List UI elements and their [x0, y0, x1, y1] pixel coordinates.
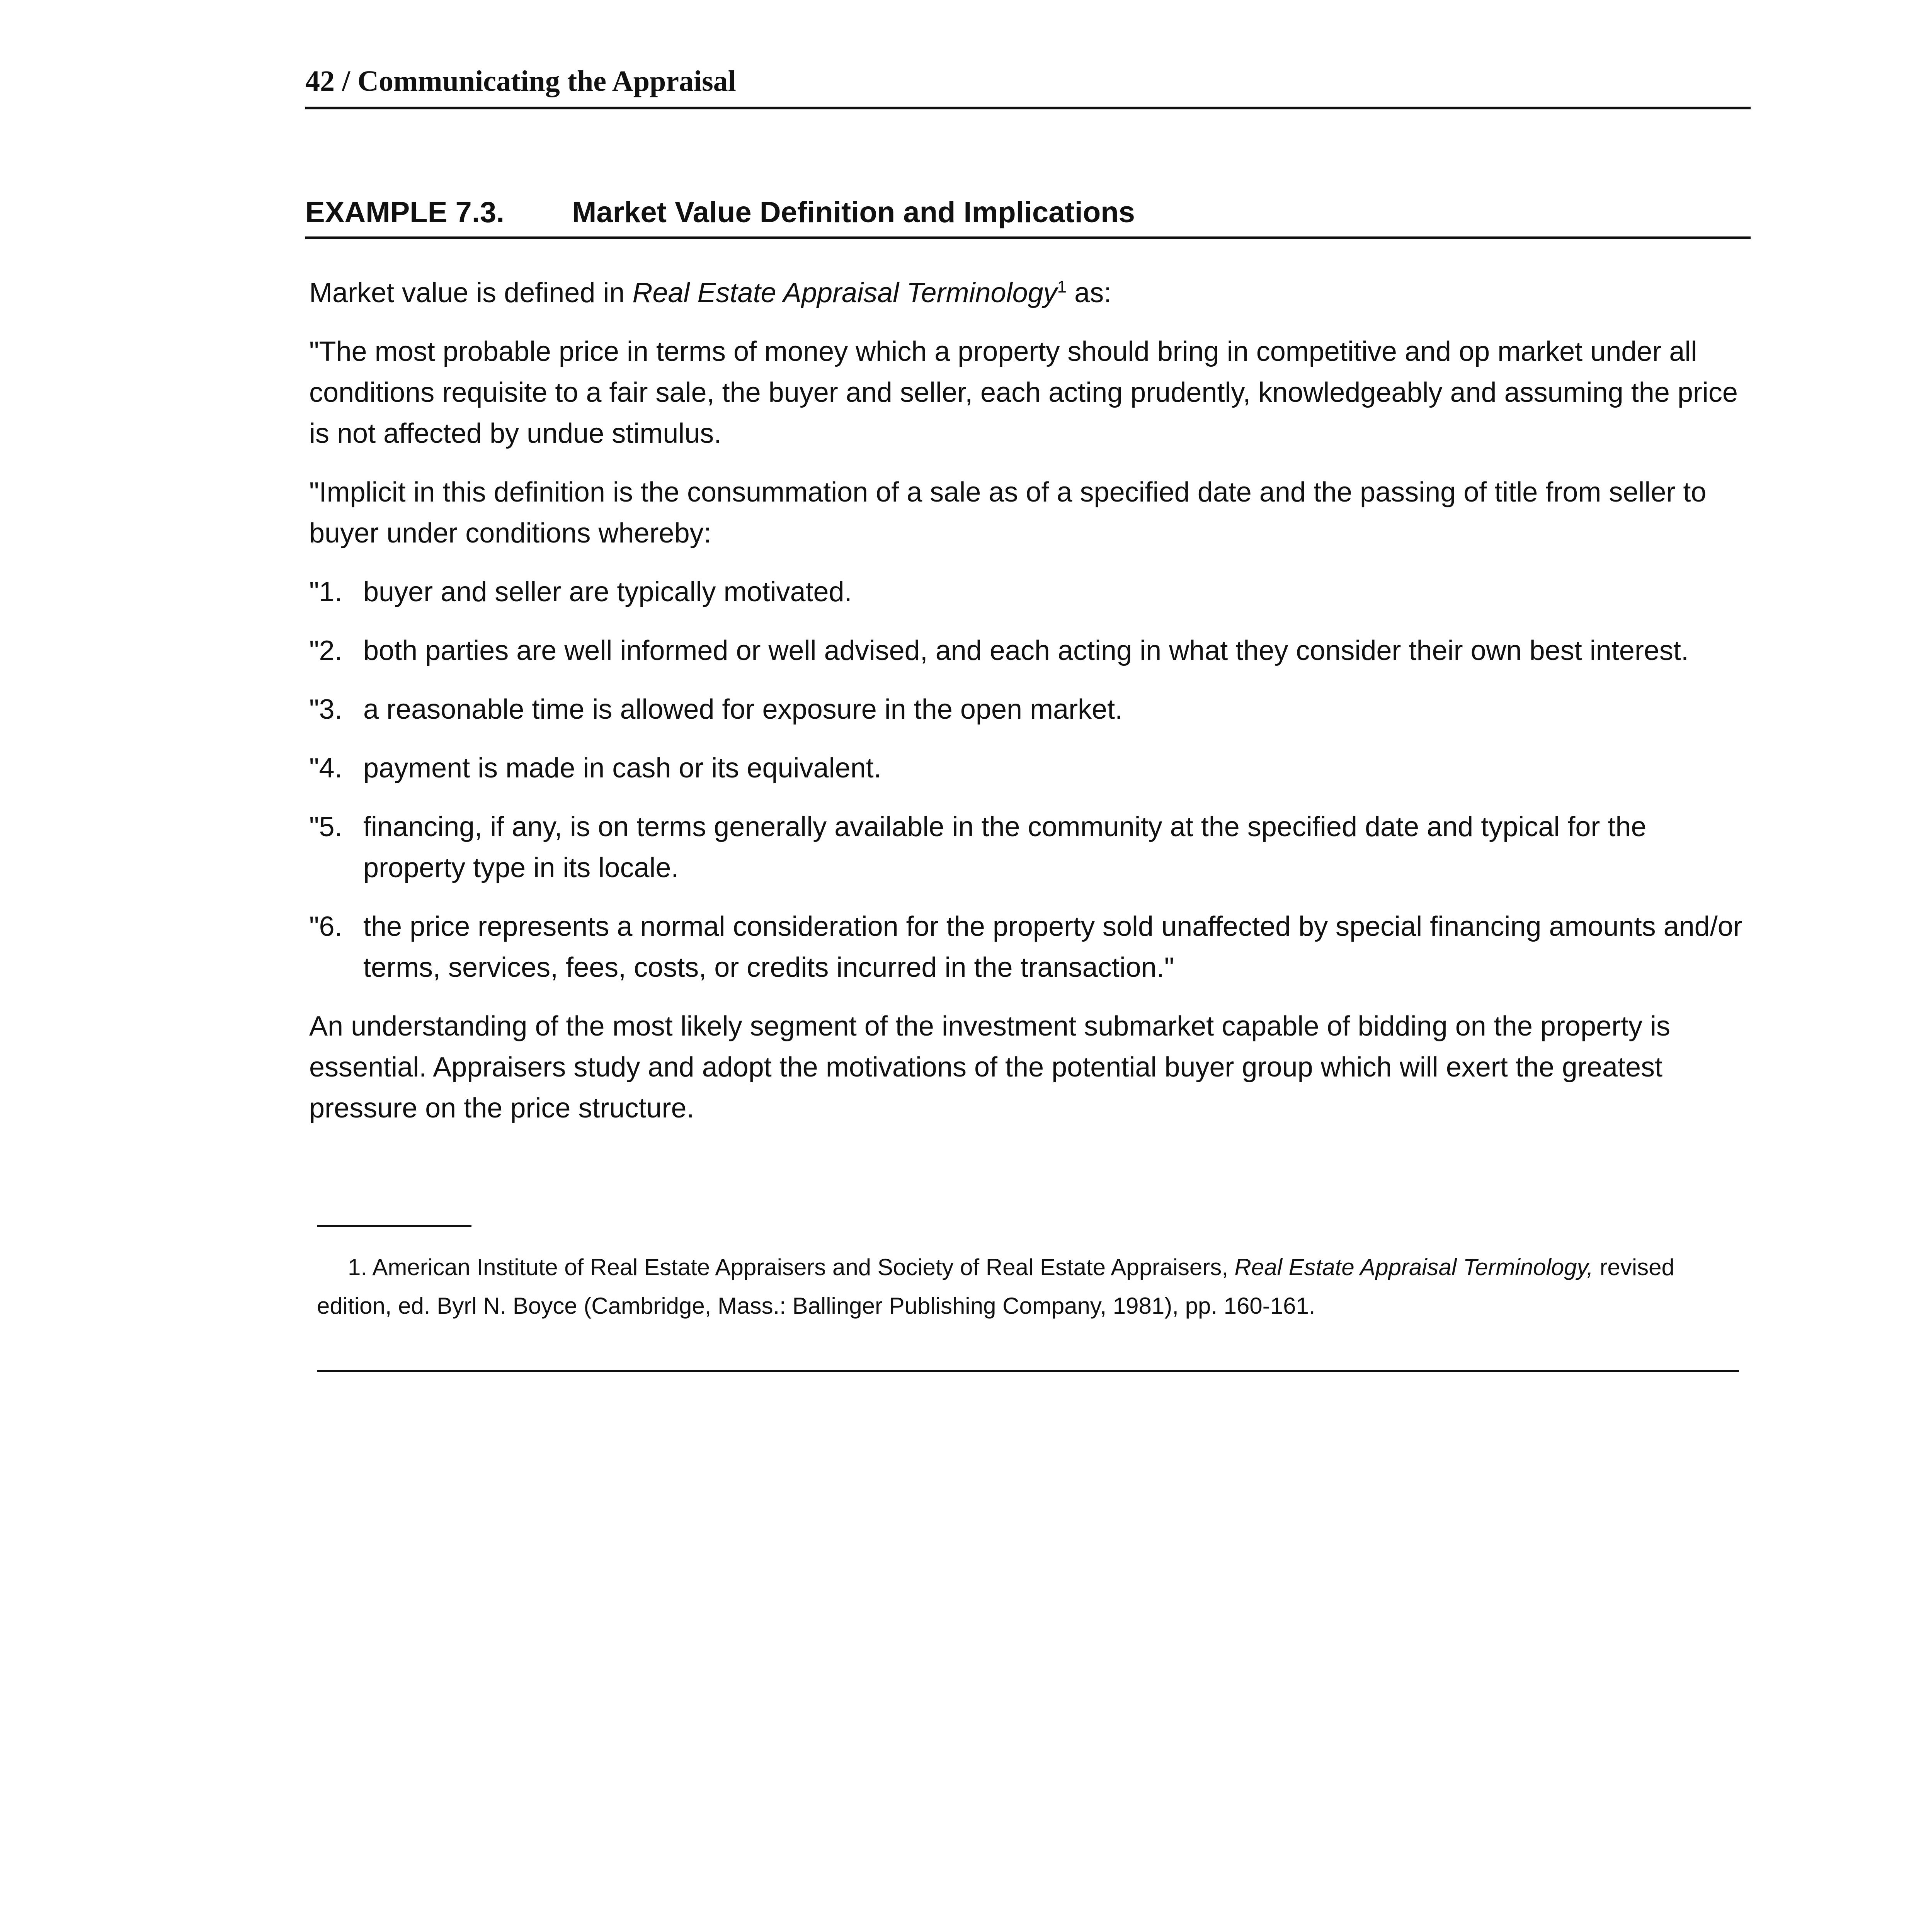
list-item	[309, 689, 1747, 730]
list-item	[309, 906, 1747, 988]
footnote-reference: 1	[1057, 277, 1067, 296]
list-item-text: a reasonable time is allowed for exposure in the open market.	[363, 694, 1123, 725]
list-item-number: "4.	[309, 753, 342, 784]
bottom-rule	[317, 1370, 1739, 1372]
example-body	[309, 267, 1747, 1146]
footnote-before: 1. American Institute of Real Estate Appraisers and Society of Real Estate Appraisers,	[348, 1254, 1235, 1280]
footnote-after: revised edition, ed. Byrl N. Boyce (Cambridge, Mass.: Ballinger Publishing Company, 1981), pp. 160-161.	[317, 1254, 1674, 1319]
list-item-number: "2.	[309, 635, 342, 666]
list-item-text: the price represents a normal consideration for the property sold unaffected by special financing amounts and/or terms, services, fees, costs, or credits incurred in the transaction."	[363, 911, 1742, 983]
conditions-list	[309, 571, 1747, 988]
list-item	[309, 571, 1747, 612]
intro-paragraph	[309, 267, 1747, 313]
implicit-paragraph: "Implicit in this definition is the consummation of a sale as of a specified date and the passing of title from seller to buyer under conditions whereby:	[309, 477, 1707, 549]
list-item	[309, 806, 1747, 888]
list-item-text: both parties are well informed or well advised, and each acting in what they consider their own best interest.	[363, 635, 1689, 666]
list-item-number: "6.	[309, 911, 342, 942]
intro-before: Market value is defined in	[309, 277, 633, 308]
definition-paragraph: "The most probable price in terms of money which a property should bring in competitive and op market under all conditions requisite to a fair sale, the buyer and seller, each acting prudently, knowledgeably and assuming the price is not affected by undue stimulus.	[309, 336, 1738, 449]
running-head: 42 / Communicating the Appraisal	[305, 65, 736, 97]
example-label: EXAMPLE 7.3.	[305, 196, 505, 229]
intro-after: as:	[1067, 277, 1112, 308]
list-item	[309, 630, 1747, 671]
list-item-number: "1.	[309, 577, 342, 607]
list-item-number: "5.	[309, 811, 342, 842]
list-item	[309, 748, 1747, 789]
example-title: Market Value Definition and Implications	[572, 196, 1135, 229]
intro-book-title: Real Estate Appraisal Terminology	[632, 277, 1057, 308]
list-item-text: buyer and seller are typically motivated.	[363, 577, 852, 607]
footnote-separator	[317, 1225, 471, 1227]
list-item-text: financing, if any, is on terms generally available in the community at the specified date and typical for the property type in its locale.	[363, 811, 1647, 883]
example-rule	[305, 236, 1751, 239]
list-item-text: payment is made in cash or its equivalent.	[363, 753, 881, 784]
footnote	[317, 1248, 1716, 1325]
list-item-number: "3.	[309, 694, 342, 725]
example-heading	[305, 193, 1751, 232]
closing-paragraph: An understanding of the most likely segment of the investment submarket capable of bidding on the property is essential. Appraisers study and adopt the motivations of the potential buyer group which will exert the greatest pressure on the price structure.	[309, 1011, 1671, 1124]
footnote-book-title: Real Estate Appraisal Terminology,	[1234, 1254, 1593, 1280]
header-rule	[305, 107, 1751, 109]
